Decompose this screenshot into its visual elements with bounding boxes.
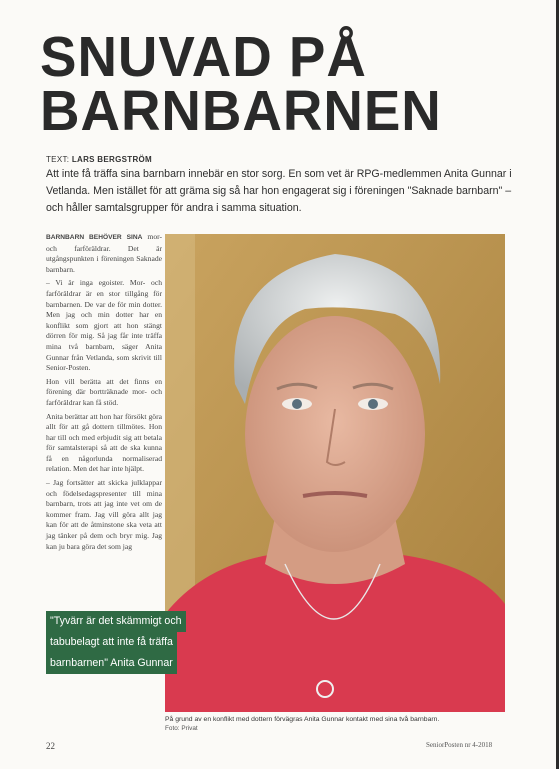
byline-label: TEXT:: [46, 155, 70, 164]
issue-label: SeniorPosten nr 4-2018: [426, 741, 493, 749]
byline-name: LARS BERGSTRÖM: [71, 155, 153, 164]
body-paragraph-5: – Jag fortsätter att skicka julklappar och födelsedagspresenter till mina barnbarn, trots att jag inte vet om de kommer fram. Jag vill göra allt jag kan för att de åtminstone ska veta att jag tänker på dem och bryr mig. Jag kan ju bara göra det som jag: [46, 478, 162, 551]
pull-quote-line-1: "Tyvärr är det skämmigt och: [46, 611, 186, 632]
pull-quote-line-2: tabubelagt att inte få träffa: [46, 632, 177, 653]
body-paragraph-3: Hon vill berätta att det finns en förening där bortträknade mor- och farföräldrar kan få stöd.: [46, 376, 162, 407]
page-number: 22: [46, 741, 55, 751]
body-paragraph-2: – Vi är inga egoister. Mor- och farföräldrar är en stor tillgång för barnbarnen. De var de för min dotter. Men jag och min dotter har en konflikt som gjort att hon stängt dörren för mig. Så jag får inte träffa mina två barnbarn, säger Anita Gunnar från Vetlanda, som skrivit till Senior-Posten.: [46, 278, 162, 373]
byline: [46, 155, 152, 164]
photo-caption: [165, 715, 505, 733]
ingress: Att inte få träffa sina barnbarn innebär en stor sorg. En som vet är RPG-medlemmen Anita Gunnar i Vetlanda. Men istället för att gräma sig så har hon engagerat sig i föreningen "Saknade barnbarn" – och håller samtalsgrupper för andra i samma situation.: [46, 168, 512, 214]
body-p1-text: mor- och farföräldrar. Det är utgångspunkten i föreningen Saknade barnbarn.: [46, 232, 163, 274]
body-paragraph-4: Anita berättar att hon har försökt göra allt för att gå dottern tillmötes. Hon har till och med erbjudit sig att betala för samtalsterapi så att de ska kunna få en någorlunda normaliserad relation. Men det har inte hjälpt.: [46, 411, 162, 474]
photo-caption-text: På grund av en konflikt med dottern förvägras Anita Gunnar kontakt med sina två barnbarn.: [165, 716, 440, 723]
headline-line-2: BARNBARNEN: [40, 79, 442, 143]
body-paragraph-1: [46, 232, 162, 275]
body-lead: BARNBARN BEHÖVER SINA: [46, 234, 143, 241]
pull-quote: [46, 611, 226, 674]
body-column: [46, 232, 162, 552]
headline-line-1: SNUVAD PÅ: [40, 25, 367, 89]
pull-quote-line-3: barnbarnen" Anita Gunnar: [46, 653, 177, 674]
photo-credit: Foto: Privat: [165, 725, 198, 732]
headline: [40, 25, 510, 143]
